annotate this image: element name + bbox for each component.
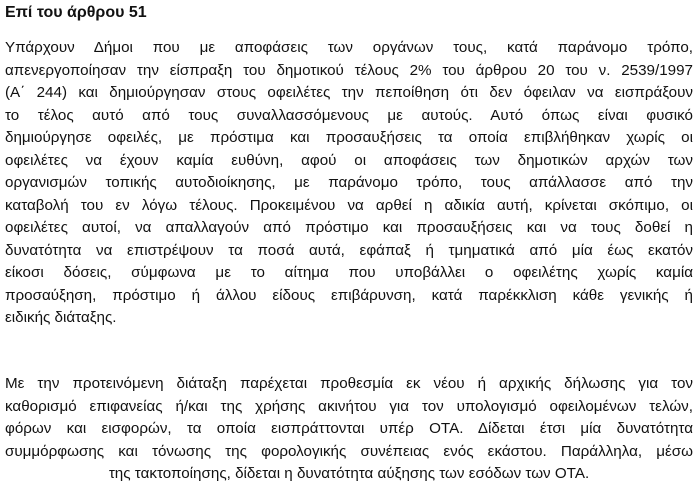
text-line: το τέλος αυτό από τους συναλλασσόμενους με αυτούς. Αυτό όπως είναι φυσικό (5, 106, 693, 124)
text-line: φόρων και εισφορών, τα οποία εισπράττονται υπέρ ΟΤΑ. Δίδεται έτσι μία δυνατότητα (5, 420, 693, 437)
text-line: προσαύξηση, πρόστιμο ή άλλου είδους επιβάρυνση, κατά παρέκκλιση κάθε γενικής ή (5, 286, 693, 304)
text-line: ειδικής διάταξης. (5, 309, 117, 326)
text-line: καθορισμό επιφανείας ή/και της χρήσης ακινήτου για τον υπολογισμό οφειλομένων τελών, (5, 397, 693, 415)
article-heading: Επί του άρθρου 51 (5, 4, 147, 21)
text-line: Υπάρχουν Δήμοι που με αποφάσεις των οργάνων τους, κατά παράνομο τρόπο, (5, 39, 693, 56)
text-line: οργανισμών τοπικής αυτοδιοίκησης, με παράνομο τρόπο, τους απάλλασσε από την (5, 174, 693, 191)
text-line: απενεργοποίησαν την είσπραξη του δημοτικού τέλους 2% του άρθρου 20 του ν. 2539/1997 (5, 61, 693, 79)
text-line: καταβολή του εν λόγω τέλους. Προκειμένου να αρθεί η αδικία αυτή, κρίνεται σκόπιμο, οι (5, 196, 693, 214)
paragraph-explanation-debts (5, 37, 693, 330)
text-line: είκοσι δόσεις, σύμφωνα με το αίτημα που υποβάλλει ο οφειλέτης χωρίς καμία (5, 264, 693, 281)
text-line: οφειλέτες να έχουν καμία ευθύνη, αφού οι αποφάσεις των δημοτικών αρχών των (5, 151, 693, 169)
text-line: Με την προτεινόμενη διάταξη παρέχεται προθεσμία εκ νέου ή αρχικής δήλωσης για τον (5, 375, 693, 392)
text-line: δυνατότητα να επιστρέψουν τα ποσά αυτά, εφάπαξ ή τμηματικά από μία έως εκατόν (5, 241, 693, 259)
paragraph-explanation-declaration (5, 373, 693, 486)
text-line: οφειλέτες αυτοί, να απαλλαγούν από πρόστιμο και προσαυξήσεις και να τους δοθεί η (5, 219, 693, 236)
text-line: (Α΄ 244) και δημιούργησαν στους οφειλέτες την πεποίθηση ότι δεν όφειλαν να εισπράξουν (5, 84, 693, 101)
text-line: της τακτοποίησης, δίδεται η δυνατότητα αύξησης των εσόδων των ΟΤΑ. (108, 465, 590, 482)
text-line: δημιούργησε οφειλές, με πρόστιμα και προσαυξήσεις τα οποία επιβλήθηκαν χωρίς οι (5, 129, 693, 146)
text-line: συμμόρφωσης και τόνωσης της φορολογικής συνέπειας ενός εκάστου. Παράλληλα, μέσω (5, 442, 693, 460)
